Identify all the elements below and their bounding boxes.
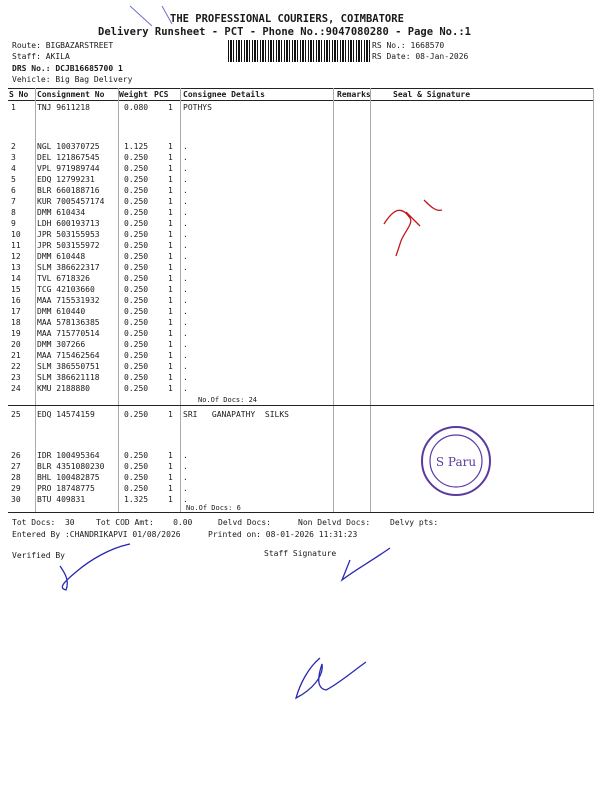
rs-no: RS No.: 1668570 <box>372 41 445 50</box>
cell-pcs: 1 <box>168 186 173 195</box>
col-sno: S No <box>9 90 29 99</box>
cell-sno: 3 <box>11 153 16 162</box>
cell-sno: 25 <box>11 410 21 419</box>
cell-sno: 10 <box>11 230 21 239</box>
cell-weight: 1.125 <box>124 142 149 151</box>
cell-weight: 0.250 <box>124 473 149 482</box>
cell-pcs: 1 <box>168 230 173 239</box>
cell-pcs: 1 <box>168 362 173 371</box>
cell-sno: 16 <box>11 296 21 305</box>
cell-weight: 0.250 <box>124 307 149 316</box>
cell-weight: 0.250 <box>124 252 149 261</box>
cell-weight: 0.250 <box>124 219 149 228</box>
cell-sno: 2 <box>11 142 16 151</box>
cell-consignment: MAA 715531932 <box>37 296 100 305</box>
cell-sno: 8 <box>11 208 16 217</box>
cell-consignment: DMM 610448 <box>37 252 86 261</box>
verified-signature <box>60 544 130 590</box>
cell-pcs: 1 <box>168 373 173 382</box>
cell-sno: 21 <box>11 351 21 360</box>
cell-sno: 29 <box>11 484 21 493</box>
cell-consignee: . <box>183 307 188 316</box>
cell-pcs: 1 <box>168 307 173 316</box>
staff-signature-tick <box>342 548 390 580</box>
staff: Staff: AKILA <box>12 52 70 61</box>
cell-sno: 11 <box>11 241 21 250</box>
cell-weight: 0.250 <box>124 208 149 217</box>
cell-sno: 24 <box>11 384 21 393</box>
cell-sno: 19 <box>11 329 21 338</box>
cell-consignment: BLR 4351080230 <box>37 462 105 471</box>
cell-consignee: . <box>183 197 188 206</box>
printed-on: Printed on: 08-01-2026 11:31:23 <box>208 530 358 539</box>
cell-pcs: 1 <box>168 252 173 261</box>
cell-pcs: 1 <box>168 219 173 228</box>
cell-weight: 0.250 <box>124 274 149 283</box>
cell-consignment: IDR 100495364 <box>37 451 100 460</box>
cell-pcs: 1 <box>168 175 173 184</box>
company-name: THE PROFESSIONAL COURIERS, COIMBATORE <box>170 13 404 25</box>
delvd-docs: Delvd Docs: <box>218 518 271 527</box>
col-consignment: Consignment No <box>37 90 105 99</box>
cell-consignment: DMM 610440 <box>37 307 86 316</box>
cell-weight: 0.250 <box>124 197 149 206</box>
cell-weight: 0.250 <box>124 285 149 294</box>
cell-consignment: BHL 100482875 <box>37 473 100 482</box>
cell-weight: 0.250 <box>124 263 149 272</box>
cell-consignment: EDQ 14574159 <box>37 410 95 419</box>
cell-consignee: . <box>183 318 188 327</box>
cell-consignment: TVL 6718326 <box>37 274 90 283</box>
cell-weight: 0.250 <box>124 484 149 493</box>
cell-sno: 14 <box>11 274 21 283</box>
cell-weight: 0.250 <box>124 351 149 360</box>
cell-pcs: 1 <box>168 296 173 305</box>
cell-pcs: 1 <box>168 285 173 294</box>
cell-consignment: LDH 600193713 <box>37 219 100 228</box>
cell-pcs: 1 <box>168 462 173 471</box>
group-doc-count: No.Of Docs: 6 <box>186 504 241 512</box>
cell-consignment: BLR 660188716 <box>37 186 100 195</box>
cell-pcs: 1 <box>168 340 173 349</box>
cell-consignee: . <box>183 208 188 217</box>
cell-consignment: TCG 42103660 <box>37 285 95 294</box>
cell-weight: 0.250 <box>124 296 149 305</box>
cell-weight: 0.250 <box>124 186 149 195</box>
cell-consignment: JPR 503155972 <box>37 241 100 250</box>
cell-sno: 27 <box>11 462 21 471</box>
cell-consignment: EDQ 12799231 <box>37 175 95 184</box>
cell-consignee: . <box>183 373 188 382</box>
cell-pcs: 1 <box>168 384 173 393</box>
cell-weight: 0.250 <box>124 384 149 393</box>
cell-consignee: . <box>183 175 188 184</box>
red-signature <box>384 200 442 256</box>
cell-consignment: SLM 386621118 <box>37 373 100 382</box>
cell-sno: 17 <box>11 307 21 316</box>
cell-consignment: DEL 121867545 <box>37 153 100 162</box>
cell-weight: 0.250 <box>124 164 149 173</box>
cell-consignee: . <box>183 219 188 228</box>
cell-consignment: BTU 409831 <box>37 495 86 504</box>
cell-consignee: . <box>183 241 188 250</box>
cell-consignee: . <box>183 329 188 338</box>
faint-stamp-mark <box>130 6 172 26</box>
cell-weight: 0.250 <box>124 318 149 327</box>
cell-consignee: . <box>183 340 188 349</box>
route: Route: BIGBAZARSTREET <box>12 41 114 50</box>
cell-consignee: . <box>183 362 188 371</box>
rs-date: RS Date: 08-Jan-2026 <box>372 52 469 61</box>
tot-docs: Tot Docs: 30 <box>12 518 75 527</box>
col-seal: Seal & Signature <box>393 90 471 99</box>
verified-by: Verified By <box>12 551 65 560</box>
cell-consignment: KUR 7005457174 <box>37 197 105 206</box>
cell-consignee: . <box>183 473 188 482</box>
cell-sno: 1 <box>11 103 16 112</box>
cell-sno: 18 <box>11 318 21 327</box>
cell-weight: 1.325 <box>124 495 149 504</box>
col-remarks: Remarks <box>337 90 371 99</box>
cell-pcs: 1 <box>168 103 173 112</box>
cell-consignee: . <box>183 230 188 239</box>
cell-consignee: . <box>183 462 188 471</box>
cell-sno: 26 <box>11 451 21 460</box>
cell-consignment: TNJ 9611218 <box>37 103 90 112</box>
tot-cod: Tot COD Amt: 0.00 <box>96 518 193 527</box>
cell-pcs: 1 <box>168 451 173 460</box>
cell-consignee: . <box>183 285 188 294</box>
cell-pcs: 1 <box>168 208 173 217</box>
cell-sno: 6 <box>11 186 16 195</box>
cell-weight: 0.250 <box>124 329 149 338</box>
cell-weight: 0.250 <box>124 451 149 460</box>
cell-consignee: . <box>183 384 188 393</box>
cell-sno: 23 <box>11 373 21 382</box>
cell-pcs: 1 <box>168 318 173 327</box>
cell-weight: 0.250 <box>124 373 149 382</box>
drs-no: DRS No.: DCJB16685700 1 <box>12 64 123 73</box>
cell-sno: 30 <box>11 495 21 504</box>
cell-consignee: . <box>183 451 188 460</box>
cell-weight: 0.250 <box>124 153 149 162</box>
cell-pcs: 1 <box>168 153 173 162</box>
cell-weight: 0.250 <box>124 340 149 349</box>
stamp-text: S Paru <box>435 455 477 469</box>
cell-weight: 0.250 <box>124 410 149 419</box>
cell-pcs: 1 <box>168 484 173 493</box>
cell-pcs: 1 <box>168 164 173 173</box>
cell-sno: 22 <box>11 362 21 371</box>
cell-consignment: PRO 18748775 <box>37 484 95 493</box>
cell-consignee: . <box>183 164 188 173</box>
bottom-signature <box>296 658 366 698</box>
col-weight: Weight <box>119 90 148 99</box>
cell-consignment: MAA 578136385 <box>37 318 100 327</box>
cell-consignment: DMM 307266 <box>37 340 86 349</box>
cell-consignee: SRI GANAPATHY SILKS <box>183 410 289 419</box>
cell-weight: 0.250 <box>124 241 149 250</box>
col-consignee: Consignee Details <box>183 90 265 99</box>
staff-signature-label: Staff Signature <box>264 549 337 558</box>
cell-weight: 0.250 <box>124 230 149 239</box>
cell-consignee: . <box>183 351 188 360</box>
cell-pcs: 1 <box>168 410 173 419</box>
cell-weight: 0.250 <box>124 175 149 184</box>
cell-pcs: 1 <box>168 351 173 360</box>
cell-consignee: . <box>183 142 188 151</box>
cell-consignee: . <box>183 484 188 493</box>
cell-consignment: VPL 971989744 <box>37 164 100 173</box>
cell-consignment: SLM 386550751 <box>37 362 100 371</box>
cell-consignee: POTHYS <box>183 103 212 112</box>
group-doc-count: No.Of Docs: 24 <box>198 396 258 404</box>
cell-sno: 12 <box>11 252 21 261</box>
vehicle: Vehicle: Big Bag Delivery <box>12 75 133 84</box>
cell-sno: 20 <box>11 340 21 349</box>
cell-consignment: KMU 2188880 <box>37 384 90 393</box>
cell-pcs: 1 <box>168 473 173 482</box>
cell-pcs: 1 <box>168 241 173 250</box>
entered-by: Entered By :CHANDRIKAPVI 01/08/2026 <box>12 530 181 539</box>
delvy-pts: Delvy pts: <box>390 518 439 527</box>
cell-pcs: 1 <box>168 274 173 283</box>
cell-consignment: SLM 386622317 <box>37 263 100 272</box>
cell-pcs: 1 <box>168 142 173 151</box>
cell-consignee: . <box>183 186 188 195</box>
cell-weight: 0.250 <box>124 362 149 371</box>
cell-sno: 9 <box>11 219 16 228</box>
cell-consignment: MAA 715462564 <box>37 351 100 360</box>
cell-pcs: 1 <box>168 329 173 338</box>
runsheet-title: Delivery Runsheet - PCT - Phone No.:9047080280 - Page No.:1 <box>98 26 471 38</box>
cell-sno: 5 <box>11 175 16 184</box>
cell-consignment: MAA 715770514 <box>37 329 100 338</box>
cell-sno: 15 <box>11 285 21 294</box>
cell-sno: 7 <box>11 197 16 206</box>
cell-consignment: DMM 610434 <box>37 208 86 217</box>
cell-consignee: . <box>183 495 188 504</box>
cell-consignment: NGL 100370725 <box>37 142 100 151</box>
cell-consignment: JPR 503155953 <box>37 230 100 239</box>
cell-sno: 28 <box>11 473 21 482</box>
cell-pcs: 1 <box>168 197 173 206</box>
seal-stamp <box>422 427 490 495</box>
non-delvd-docs: Non Delvd Docs: <box>298 518 371 527</box>
cell-weight: 0.250 <box>124 462 149 471</box>
cell-consignee: . <box>183 263 188 272</box>
cell-consignee: . <box>183 252 188 261</box>
cell-weight: 0.080 <box>124 103 149 112</box>
cell-sno: 13 <box>11 263 21 272</box>
cell-consignee: . <box>183 274 188 283</box>
cell-consignee: . <box>183 153 188 162</box>
col-pcs: PCS <box>154 90 169 99</box>
cell-sno: 4 <box>11 164 16 173</box>
cell-consignee: . <box>183 296 188 305</box>
cell-pcs: 1 <box>168 495 173 504</box>
cell-pcs: 1 <box>168 263 173 272</box>
